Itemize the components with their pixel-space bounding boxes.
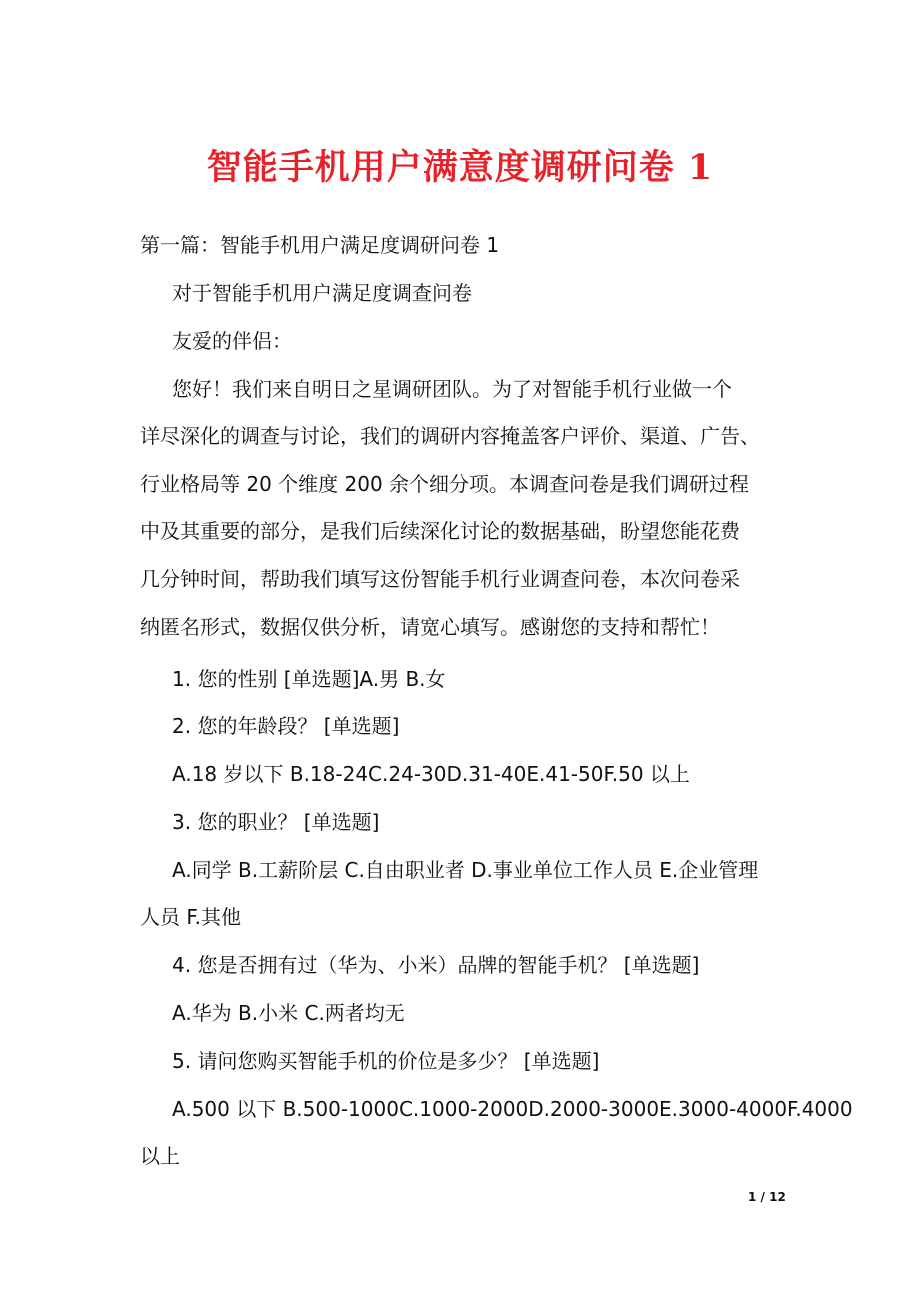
subtitle: 对于智能手机用户满足度调查问卷: [172, 281, 472, 305]
question-line: 4. 您是否拥有过（华为、小米）品牌的智能手机？ [单选题]: [172, 953, 700, 977]
intro-line: 几分钟时间，帮助我们填写这份智能手机行业调查问卷，本次问卷采: [140, 567, 740, 591]
answer-options: 以上: [140, 1144, 180, 1168]
question-line: 2. 您的年龄段？ [单选题]: [172, 714, 400, 738]
question-line: 5. 请问您购买智能手机的价位是多少？ [单选题]: [172, 1049, 600, 1073]
answer-options: A.18 岁以下 B.18-24C.24-30D.31-40E.41-50F.50 以上: [172, 762, 690, 786]
greeting: 友爱的伴侣：: [172, 329, 292, 353]
document-title: 智能手机用户满意度调研问卷 1: [206, 147, 714, 188]
answer-options: A.同学 B.工薪阶层 C.自由职业者 D.事业单位工作人员 E.企业管理: [172, 858, 759, 882]
question-line: 1. 您的性别 [单选题]A.男 B.女: [172, 667, 446, 691]
intro-line: 行业格局等 20 个维度 200 余个细分项。本调查问卷是我们调研过程: [140, 472, 750, 496]
section-heading: 第一篇：智能手机用户满足度调研问卷 1: [140, 233, 500, 257]
intro-line: 详尽深化的调查与讨论，我们的调研内容掩盖客户评价、渠道、广告、: [140, 424, 760, 448]
question-line: 3. 您的职业？ [单选题]: [172, 810, 380, 834]
intro-line: 您好！我们来自明日之星调研团队。为了对智能手机行业做一个: [172, 377, 732, 401]
intro-line: 中及其重要的部分，是我们后续深化讨论的数据基础，盼望您能花费: [140, 519, 740, 543]
intro-line: 纳匿名形式，数据仅供分析，请宽心填写。感谢您的支持和帮忙！: [140, 615, 720, 639]
answer-options: A.华为 B.小米 C.两者均无: [172, 1001, 405, 1025]
answer-options: A.500 以下 B.500-1000C.1000-2000D.2000-3000E.3000-4000F.4000: [172, 1097, 853, 1121]
answer-options: 人员 F.其他: [140, 905, 242, 929]
page-number: 1 / 12: [748, 1190, 786, 1204]
